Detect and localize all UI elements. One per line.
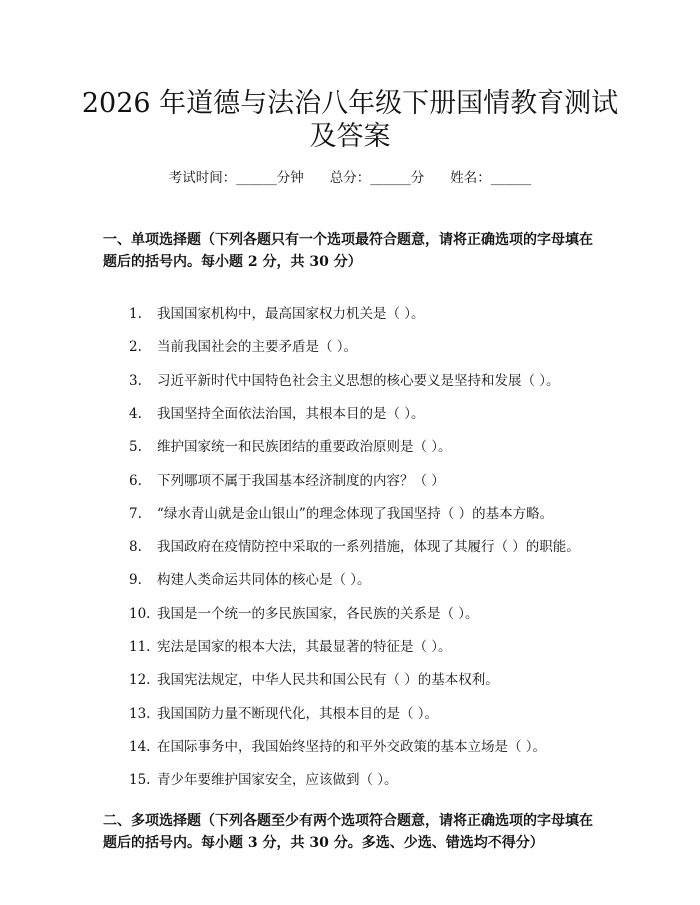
question-item	[129, 637, 649, 657]
question-text: 我国是一个统一的多民族国家，各民族的关系是（ ）。	[157, 606, 479, 622]
question-text: 构建人类命运共同体的核心是（ ）。	[157, 572, 371, 588]
question-item	[129, 304, 649, 324]
question-text: 在国际事务中，我国始终坚持的和平外交政策的基本立场是（ ）。	[157, 739, 547, 755]
question-number: 5.	[129, 439, 142, 455]
question-item	[129, 404, 649, 424]
question-number: 6.	[129, 473, 142, 489]
question-text: 我国宪法规定，中华人民共和国公民有（ ）的基本权利。	[157, 672, 499, 688]
question-item	[129, 704, 649, 724]
question-item	[129, 471, 649, 491]
question-number: 13.	[129, 706, 151, 722]
question-text: “绿水青山就是金山银山”的理念体现了我国坚持（ ）的基本方略。	[157, 506, 554, 522]
question-item	[129, 570, 649, 590]
question-number: 10.	[129, 606, 151, 622]
question-text: 我国坚持全面依法治国，其根本目的是（ ）。	[157, 406, 425, 422]
section-heading-single-choice: 一、单项选择题（下列各题只有一个选项最符合题意，请将正确选项的字母填在题后的括号内。每小题 2 分，共 30 分）	[103, 232, 593, 270]
page-title-continued: 及答案	[309, 121, 391, 152]
question-number: 9.	[129, 572, 142, 588]
question-number: 7.	[129, 506, 142, 522]
question-number: 4.	[129, 406, 142, 422]
question-text: 青少年要维护国家安全，应该做到（ ）。	[157, 772, 398, 788]
question-number: 14.	[129, 739, 151, 755]
question-item	[129, 604, 649, 624]
question-number: 12.	[129, 672, 151, 688]
question-text: 我国国防力量不断现代化，其根本目的是（ ）。	[157, 706, 439, 722]
exam-info-line	[0, 168, 700, 188]
question-item	[129, 504, 649, 524]
question-text: 下列哪项不属于我国基本经济制度的内容？（ ）	[157, 473, 445, 489]
question-number: 11.	[129, 639, 151, 655]
question-text: 维护国家统一和民族团结的重要政治原则是（ ）。	[157, 439, 452, 455]
question-number: 1.	[129, 306, 142, 322]
question-text: 我国国家机构中，最高国家权力机关是（ ）。	[157, 306, 425, 322]
student-name-field: 姓名：______	[450, 170, 532, 186]
question-number: 3.	[129, 373, 142, 389]
question-item	[129, 437, 649, 457]
question-text: 习近平新时代中国特色社会主义思想的核心要义是坚持和发展（ ）。	[157, 373, 560, 389]
question-item	[129, 737, 649, 757]
question-item	[129, 770, 649, 790]
question-text: 宪法是国家的根本大法，其最显著的特征是（ ）。	[157, 639, 452, 655]
question-text: 当前我国社会的主要矛盾是（ ）。	[157, 339, 358, 355]
question-number: 15.	[129, 772, 151, 788]
question-item	[129, 371, 649, 391]
question-item	[129, 537, 649, 557]
exam-time-field: 考试时间：______分钟	[168, 170, 304, 186]
question-number: 8.	[129, 539, 142, 555]
question-item	[129, 337, 649, 357]
question-item	[129, 670, 649, 690]
section-heading-multiple-choice: 二、多项选择题（下列各题至少有两个选项符合题意，请将正确选项的字母填在题后的括号内。每小题 3 分，共 30 分。多选、少选、错选均不得分）	[103, 813, 593, 851]
page-title: 2026 年道德与法治八年级下册国情教育测试	[81, 88, 619, 119]
question-number: 2.	[129, 339, 142, 355]
question-text: 我国政府在疫情防控中采取的一系列措施，体现了其履行（ ）的职能。	[157, 539, 580, 555]
total-score-field: 总分：______分	[329, 170, 425, 186]
